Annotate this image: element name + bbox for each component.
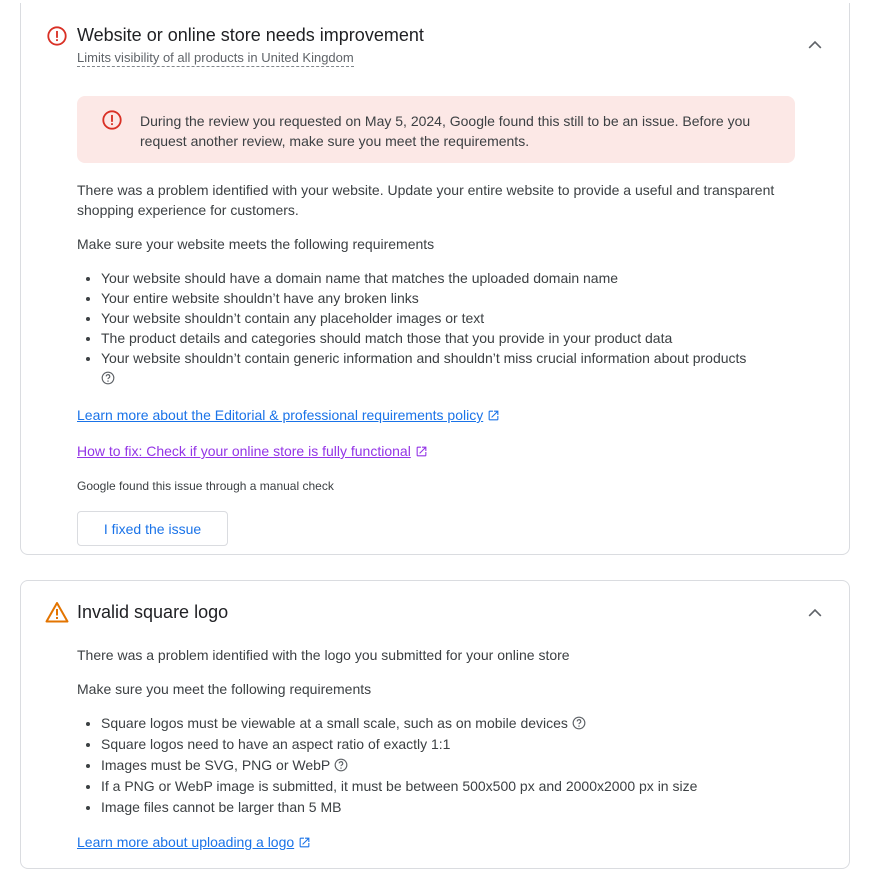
list-item: • Your website should have a domain name that matches the uploaded domain name bbox=[101, 268, 841, 288]
issue-description: There was a problem identified with the logo you submitted for your online store bbox=[77, 647, 570, 663]
banner-text: During the review you requested on May 5, 2024, Google found this still to be an issue. Before you request another review, make sure you meet the requirements. bbox=[140, 113, 751, 149]
list-item bbox=[101, 713, 841, 734]
issue-title: Website or online store needs improvement bbox=[77, 25, 424, 45]
issue-card-website bbox=[20, 3, 850, 555]
chevron-up-icon[interactable] bbox=[805, 35, 825, 55]
policy-link[interactable]: Learn more about the Editorial & professional requirements policy bbox=[77, 407, 484, 423]
requirements-intro: Make sure you meet the following requirements bbox=[77, 681, 372, 697]
fixed-issue-button[interactable]: I fixed the issue bbox=[77, 511, 228, 546]
logo-link[interactable]: Learn more about uploading a logo bbox=[77, 834, 295, 850]
help-icon[interactable] bbox=[101, 371, 115, 385]
chevron-up-icon[interactable] bbox=[805, 603, 825, 623]
external-link-icon[interactable] bbox=[415, 445, 428, 458]
list-item bbox=[101, 755, 841, 776]
external-link-icon[interactable] bbox=[487, 409, 500, 422]
requirements-intro: Make sure your website meets the following requirements bbox=[77, 236, 435, 252]
review-banner bbox=[77, 96, 795, 163]
howto-link-row bbox=[77, 443, 428, 461]
list-item-text: Images must be SVG, PNG or WebP bbox=[101, 757, 331, 773]
list-item: • If a PNG or WebP image is submitted, it must be between 500x500 px and 2000x2000 px in size bbox=[101, 776, 841, 797]
list-item: • Square logos need to have an aspect ratio of exactly 1:1 bbox=[101, 734, 841, 755]
error-circle-icon bbox=[46, 25, 68, 47]
list-item-text: Square logos must be viewable at a small scale, such as on mobile devices bbox=[101, 715, 568, 731]
requirements-list bbox=[77, 268, 841, 388]
logo-link-row bbox=[77, 834, 311, 852]
list-item: • Your website shouldn’t contain any placeholder images or text bbox=[101, 308, 841, 328]
help-icon[interactable] bbox=[572, 716, 586, 730]
warning-triangle-icon bbox=[45, 601, 69, 623]
issue-card-logo bbox=[20, 580, 850, 869]
help-icon[interactable] bbox=[334, 758, 348, 772]
list-item: • Image files cannot be larger than 5 MB bbox=[101, 797, 841, 818]
issue-description: There was a problem identified with your website. Update your entire website to provide a useful and transparent shopping experience for customers. bbox=[77, 182, 775, 218]
list-item: • The product details and categories should match those that you provide in your product data bbox=[101, 328, 841, 348]
issue-subtitle[interactable]: Limits visibility of all products in United Kingdom bbox=[77, 50, 354, 65]
requirements-list bbox=[77, 713, 841, 818]
issue-title: Invalid square logo bbox=[77, 602, 229, 622]
policy-link-row bbox=[77, 407, 500, 425]
list-item: • Your entire website shouldn’t have any broken links bbox=[101, 288, 841, 308]
list-item bbox=[101, 348, 841, 388]
external-link-icon[interactable] bbox=[298, 836, 311, 849]
error-circle-icon bbox=[101, 109, 123, 131]
list-item-text: Your website shouldn’t contain generic information and shouldn’t miss crucial information about products bbox=[101, 350, 747, 366]
found-by-text: Google found this issue through a manual check bbox=[77, 479, 334, 493]
howto-link[interactable]: How to fix: Check if your online store is fully functional bbox=[77, 443, 411, 459]
